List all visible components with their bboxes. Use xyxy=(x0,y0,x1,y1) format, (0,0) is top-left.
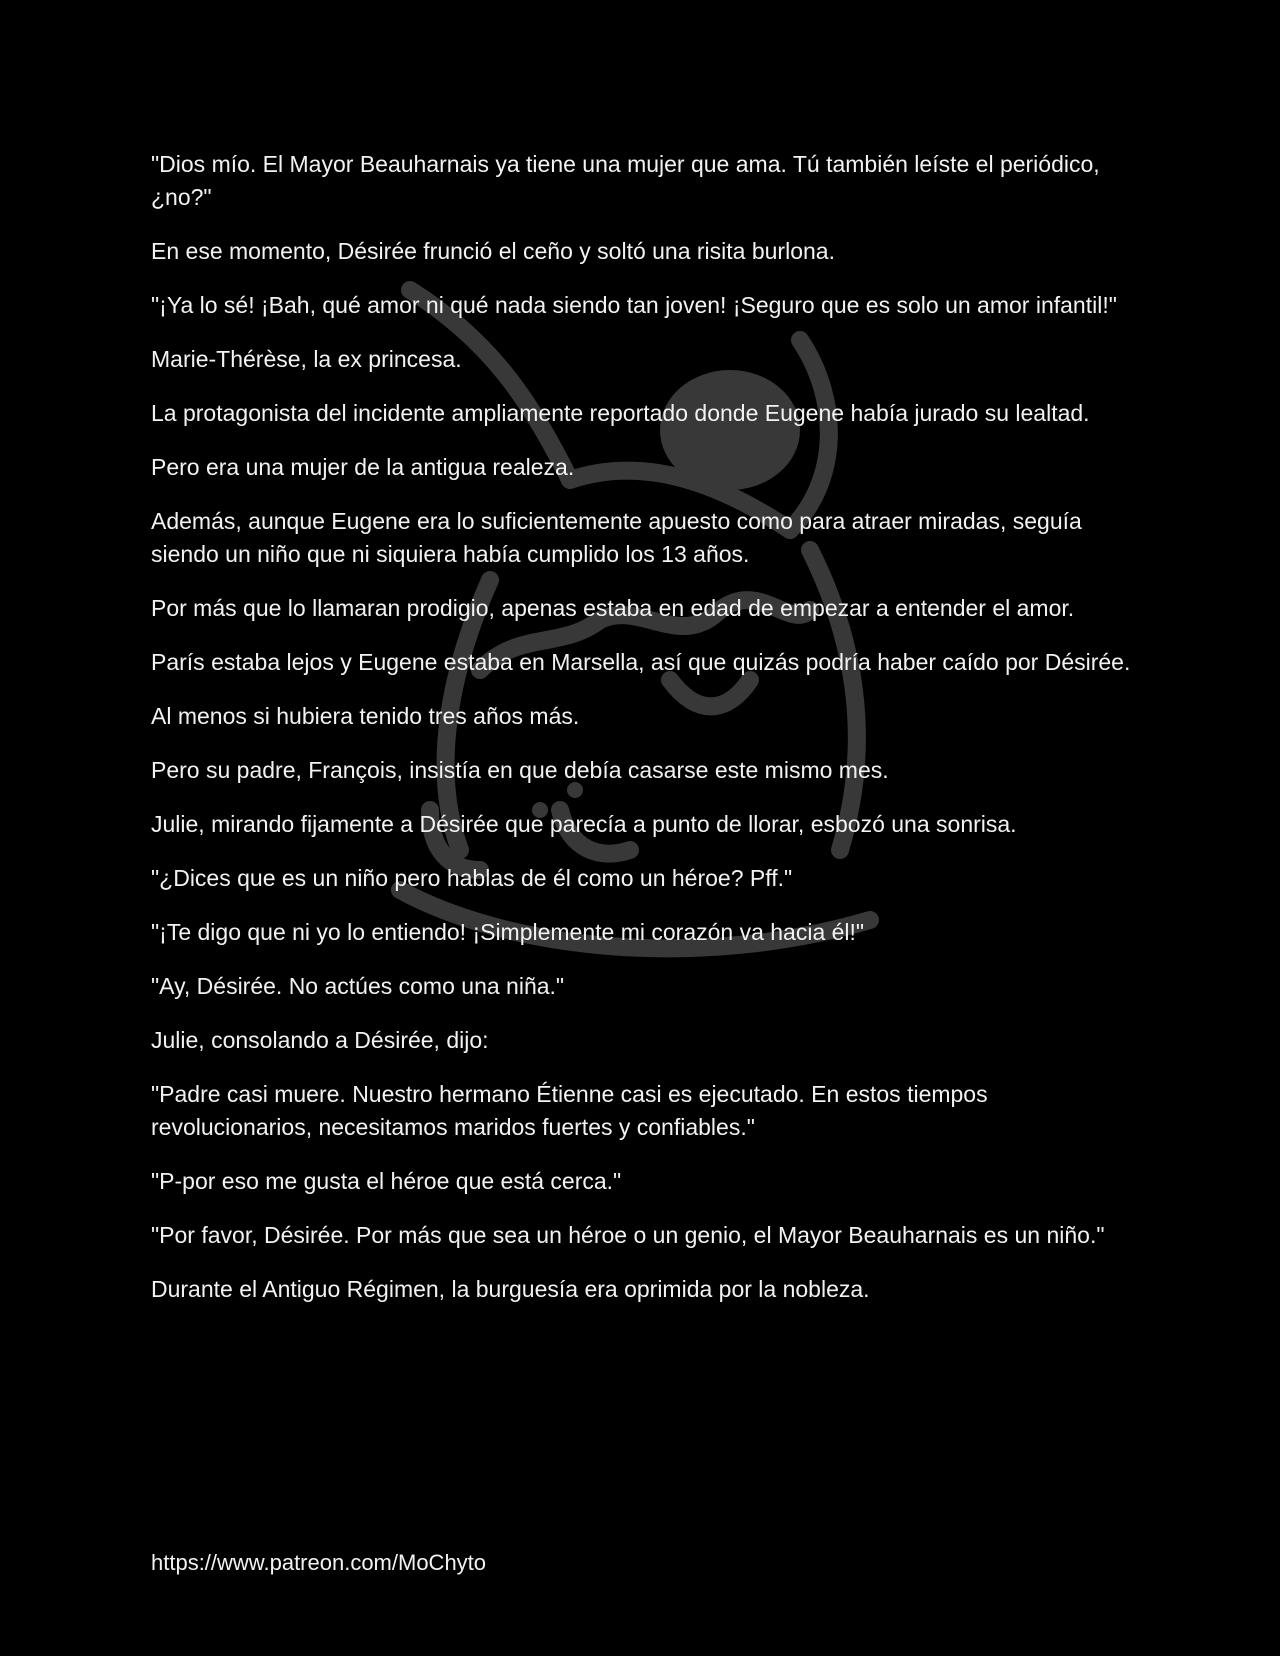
paragraph: "P-por eso me gusta el héroe que está cerca." xyxy=(151,1168,622,1194)
paragraph: Julie, consolando a Désirée, dijo: xyxy=(151,1027,489,1053)
paragraph: En ese momento, Désirée frunció el ceño y soltó una risita burlona. xyxy=(151,238,835,264)
paragraph: "¿Dices que es un niño pero hablas de él como un héroe? Pff." xyxy=(151,865,793,891)
paragraph: Por más que lo llamaran prodigio, apenas estaba en edad de empezar a entender el amor. xyxy=(151,595,1075,621)
paragraph: "Padre casi muere. Nuestro hermano Étienne casi es ejecutado. En estos tiempos revolucionarios, necesitamos maridos fuertes y confiables." xyxy=(151,1081,988,1140)
patreon-link[interactable]: https://www.patreon.com/MoChyto xyxy=(151,1550,487,1575)
paragraph: París estaba lejos y Eugene estaba en Marsella, así que quizás podría haber caído por Désirée. xyxy=(151,649,1131,675)
paragraph: "¡Te digo que ni yo lo entiendo! ¡Simplemente mi corazón va hacia él!" xyxy=(151,919,865,945)
chapter-text xyxy=(151,148,1136,1327)
paragraph: "Ay, Désirée. No actúes como una niña." xyxy=(151,973,565,999)
paragraph: Además, aunque Eugene era lo suficientemente apuesto como para atraer miradas, seguía siendo un niño que ni siquiera había cumplido los 13 años. xyxy=(151,508,1082,567)
paragraph: Durante el Antiguo Régimen, la burguesía era oprimida por la nobleza. xyxy=(151,1276,870,1302)
paragraph: "¡Ya lo sé! ¡Bah, qué amor ni qué nada siendo tan joven! ¡Seguro que es solo un amor infantil!" xyxy=(151,292,1117,318)
paragraph: Pero era una mujer de la antigua realeza. xyxy=(151,454,575,480)
paragraph: Marie-Thérèse, la ex princesa. xyxy=(151,346,462,372)
paragraph: La protagonista del incidente ampliamente reportado donde Eugene había jurado su lealtad. xyxy=(151,400,1090,426)
paragraph: "Por favor, Désirée. Por más que sea un héroe o un genio, el Mayor Beauharnais es un niño." xyxy=(151,1222,1105,1248)
paragraph: "Dios mío. El Mayor Beauharnais ya tiene una mujer que ama. Tú también leíste el periódico, ¿no?" xyxy=(151,151,1100,210)
paragraph: Pero su padre, François, insistía en que debía casarse este mismo mes. xyxy=(151,757,889,783)
paragraph: Julie, mirando fijamente a Désirée que parecía a punto de llorar, esbozó una sonrisa. xyxy=(151,811,1017,837)
paragraph: Al menos si hubiera tenido tres años más. xyxy=(151,703,580,729)
